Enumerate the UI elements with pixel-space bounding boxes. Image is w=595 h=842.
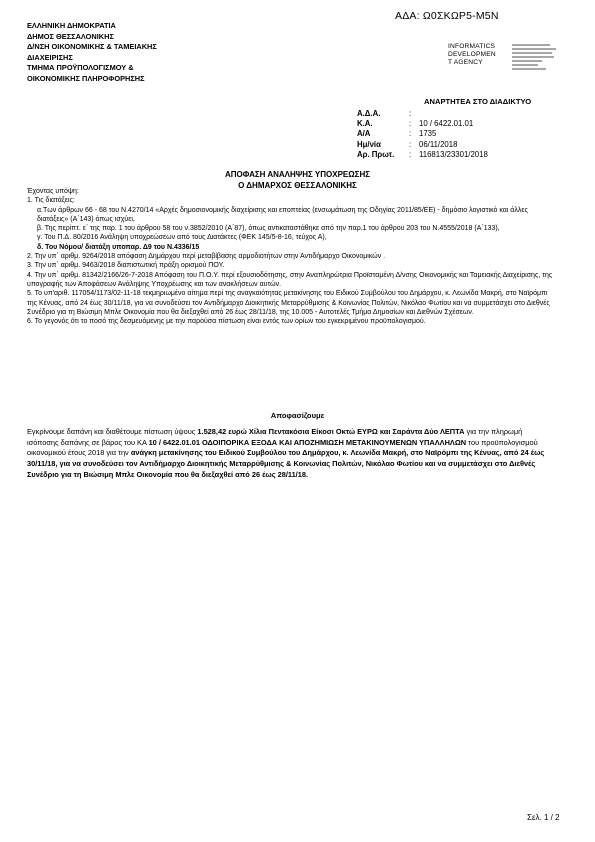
meta-key: Αρ. Πρωτ. xyxy=(357,149,395,159)
body-paragraph: Έχοντας υπόψη: xyxy=(27,188,79,195)
meta-value: 06/11/2018 xyxy=(419,139,458,149)
meta-key: Κ.Α. xyxy=(357,119,373,129)
decision-text xyxy=(27,427,555,481)
digital-signature-seal xyxy=(512,44,556,76)
decision-heading: Αποφασίζουμε xyxy=(270,411,325,420)
document-subtitle: Ο ΔΗΜΑΡΧΟΣ ΘΕΣΣΑΛΟΝΙΚΗΣ xyxy=(238,181,357,190)
meta-key: Α.Δ.Α. xyxy=(357,109,381,118)
body-paragraph: γ. Του Π.Δ. 80/2016 Ανάληψη υποχρεώσεων από τους Διατάκτες (ΦΕΚ 145/5-8-16, τεύχος Α), xyxy=(37,234,327,242)
meta-value: 10 / 6422.01.01 xyxy=(419,119,474,129)
page-number: Σελ. 1 / 2 xyxy=(527,813,560,822)
body-paragraph: 4. Την υπ΄ αριθμ. 81342/2166/26-7-2018 Απόφαση του Π.Ο.Υ. περί εξουσιοδότησης, στην Αναπληρώτρια Προϊσταμένη Δ/νσης Οικονομικής και Ταμειακής Διαχείρισης, της υπογραφής των Αποφάσεων Ανάληψης Υποχρέωσης και των ανακλήσεων αυτών. xyxy=(27,271,553,288)
informatics-stamp xyxy=(448,43,496,67)
ada-code: ΑΔΑ: Ω0ΣΚΩΡ5-Μ5Ν xyxy=(395,10,499,22)
meta-value xyxy=(419,109,488,119)
decision-purpose: ανάγκη μετακίνησης του Ειδικού Συμβούλου του Δημάρχου, κ. Λεωνίδα Μακρή, στο Ναϊρόμπι της Κένυας, από 24 έως 30/11/18, για να συνοδεύσει τον Αντιδήμαρχο Διοικητικής Μεταρρύθμισης & Κοινωνίας Πολιτών, Νικόλαο Φωτίου και να συμμετάσχει στο Διεθνές Συνέδριο για τη Βιώσιμη Μπλε Οικονομία που θα διεξαχθεί από 26 έως 28/11/18. xyxy=(27,448,545,479)
decision-amount: 1.528,42 ευρώ Χίλια Πεντακόσια Είκοσι Οκτώ ΕΥΡΩ και Σαράντα Δύο ΛΕΠΤΑ xyxy=(197,427,465,436)
meta-key: Α/Α xyxy=(357,129,371,139)
decision-budget-code: 10 / 6422.01.01 ΟΔΟΙΠΟΡΙΚΑ ΕΞΟΔΑ ΚΑΙ ΑΠΟΖΗΜΙΩΣΗ ΜΕΤΑΚΙΝΟΥΜΕΝΩΝ ΥΠΑΛΛΗΛΩΝ xyxy=(148,437,467,447)
header-line: ΕΛΛΗΝΙΚΗ ΔΗΜΟΚΡΑΤΙΑ xyxy=(27,21,116,30)
body-paragraph: β. Της περίπτ. ε΄ της παρ. 1 του άρθρου 58 του ν.3852/2010 (Α΄87), όπως αντικαταστάθηκε από την παρ.1 του άρθρου 203 του Ν.4555/2018 (Α΄133), xyxy=(37,225,500,233)
header-line: ΤΜΗΜΑ ΠΡΟΫΠΟΛΟΓΙΣΜΟΥ & xyxy=(27,63,134,73)
decision-segment: για την πληρωμή ισόποσης δαπάνης σε βάρος του ΚΑ xyxy=(27,427,523,447)
meta-row: Α.Δ.Α. : xyxy=(357,109,488,119)
header-line: Δ/ΝΣΗ ΟΙΚΟΝΟΜΙΚΗΣ & ΤΑΜΕΙΑΚΗΣ xyxy=(27,42,157,52)
considerations xyxy=(27,187,557,326)
meta-row: Κ.Α. : 10 / 6422.01.01 xyxy=(357,119,488,129)
body-paragraph: 1. Τις διατάξεις: xyxy=(27,197,75,205)
body-paragraph: α.Των άρθρων 66 - 68 του Ν.4270/14 «Αρχές δημοσιονομικής διαχείρισης και εποπτείας (ενσωμάτωση της Οδηγίας 2011/85/ΕΕ) - δημόσιο λογιστικό και άλλες διατάξεις» (Α΄143) όπως ισχύει, xyxy=(37,206,528,223)
publish-label: ΑΝΑΡΤΗΤΕΑ ΣΤΟ ΔΙΑΔΙΚΤΥΟ xyxy=(424,97,532,106)
stamp-line: T AGENCY xyxy=(448,59,483,66)
meta-row: Αρ. Πρωτ. : 116813/23301/2018 xyxy=(357,149,488,159)
issuer-header xyxy=(27,21,157,85)
meta-row: Ημ/νία : 06/11/2018 xyxy=(357,140,488,150)
header-line: ΔΙΑΧΕΙΡΙΣΗΣ xyxy=(27,52,73,62)
decision-segment: Εγκρίνουμε δαπάνη και διαθέτουμε πίστωση ύψους xyxy=(27,427,198,436)
header-line: ΔΗΜΟΣ ΘΕΣΣΑΛΟΝΙΚΗΣ xyxy=(27,31,114,41)
body-paragraph: 2. Την υπ΄ αριθμ. 9264/2018 απόφαση Δημάρχου περί μεταβίβασης αρμοδιοτήτων στην Αντιδήμαρχο Οικονομικών . xyxy=(27,253,386,261)
meta-value: 116813/23301/2018 xyxy=(419,149,488,159)
body-paragraph: 6. Το γεγονός ότι το ποσό της δεσμευόμενης με την παρούσα πίστωση είναι εντός των ορίων του εγκεκριμένου προϋπολογισμού. xyxy=(27,318,426,326)
document-title: ΑΠΟΦΑΣΗ ΑΝΑΛΗΨΗΣ ΥΠΟΧΡΕΩΣΗΣ xyxy=(224,170,371,179)
meta-row: Α/Α : 1735 xyxy=(357,129,488,139)
header-line: ΟΙΚΟΝΟΜΙΚΗΣ ΠΛΗΡΟΦΟΡΗΣΗΣ xyxy=(27,73,145,83)
stamp-line: DEVELOPMEN xyxy=(448,51,496,58)
meta-key: Ημ/νία xyxy=(357,139,381,149)
document-metadata xyxy=(357,109,488,160)
stamp-line: INFORMATICS xyxy=(448,43,496,50)
decision-segment: του προϋπολογισμού οικονομικού έτους 2018 για την xyxy=(27,437,538,458)
body-paragraph: 5. Το υπ'αριθ. 117054/1173/02-11-18 τεκμηριωμένο αίτημα περί της αναγκαιότητας μετακίνησης του Ειδικού Συμβούλου του Δημάρχου, κ. Λεωνίδα Μακρή, στο Ναϊρόμπι της Κένυας, από 24 έως 30/11/18, για να συνοδεύσει τον Αντιδήμαρχο Διοικητικής Μεταρρύθμισης & Κοινωνίας Πολιτών, Νικόλαο Φωτίου και να συμμετάσχει στο Διεθνές Συνέδριο για τη Βιώσιμη Μπλε Οικονομία που θα διεξαχθεί από 26 έως 28/11/18, της 10.005 - Αυτοτελές Τμήμα Δημοσίων και Διεθνών Σχέσεων. xyxy=(27,290,550,316)
body-paragraph: δ. Του Νόμου/ διατάξη υποπαρ. Δ9 του Ν.4336/15 xyxy=(37,243,200,251)
meta-value: 1735 xyxy=(419,129,437,139)
body-paragraph: 3. Την υπ΄ αριθμ. 9463/2018 διαπιστωτική πράξη ορισμού ΠΟΥ. xyxy=(27,262,225,270)
